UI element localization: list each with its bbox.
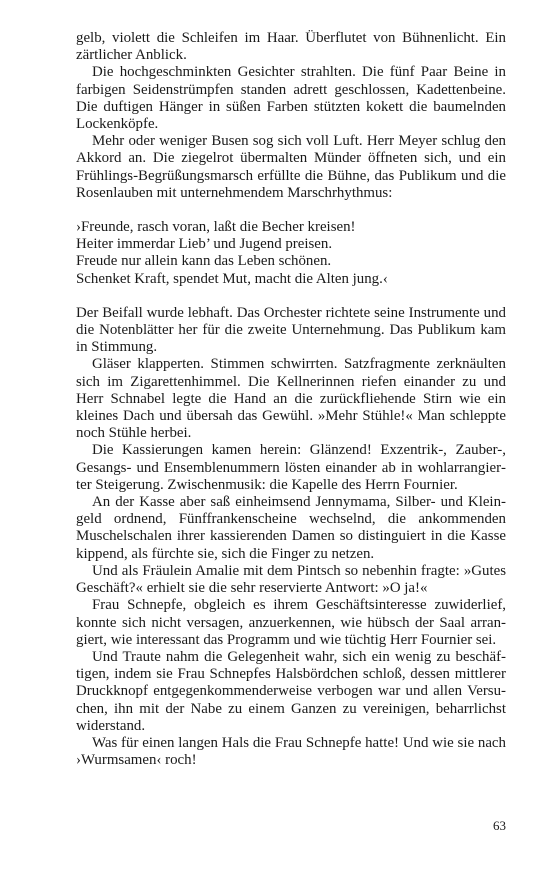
paragraph: Was für einen langen Hals die Frau Schnepfe hatte! Und wie sie nach ›Wurmsamen‹ roch! bbox=[76, 734, 506, 769]
song-verse bbox=[76, 219, 506, 288]
paragraph: Die Kassierungen kamen herein: Glänzend! Exzentrik-, Zauber-, Gesangs- und Ensemblenummern lösten einander ab in wohlarrangierter Steigerung. Zwischenmusik: die Kapelle des Herrn Fournier. bbox=[76, 442, 506, 493]
verse-line: ›Freunde, rasch voran, laßt die Becher kreisen! bbox=[76, 219, 356, 236]
body-text bbox=[76, 30, 506, 769]
paragraph: Und Traute nahm die Gelegenheit wahr, sich ein wenig zu beschäftigen, indem sie Frau Schnepfes Halsbördchen schloß, dessen mittlerer Druckknopf entgegenkommenderweise verbogen war und allen Versuchen, ihn mit der Nabe zu einem Ganzen zu vereinigen, beharrlichst widerstand. bbox=[76, 648, 506, 734]
verse-line: Freude nur allein kann das Leben schönen. bbox=[76, 253, 332, 270]
paragraph: Und als Fräulein Amalie mit dem Pintsch so nebenhin fragte: »Gutes Geschäft?« erhielt sie die sehr reservierte Antwort: »O ja!« bbox=[76, 562, 506, 597]
paragraph: Gläser klapperten. Stimmen schwirrten. Satzfragmente zerknäulten sich im Zigarettenhimmel. Die Kellnerinnen riefen einander zu und Herr Schnabel legte die Hand an die zurückfliehende Stirn wie ein kleines Dach und übersah das Gewühl. »Mehr Stühle!« Man schleppte noch Stühle herbei. bbox=[76, 356, 506, 442]
paragraph: Mehr oder weniger Busen sog sich voll Luft. Herr Meyer schlug den Akkord an. Die ziegelrot übermalten Münder öffneten sich, und ein Frühlings-Begrüßungsmarsch erfüllte die Bühne, das Publikum und die Rosenlauben mit unternehmendem Marschrhythmus: bbox=[76, 133, 506, 201]
paragraph: An der Kasse aber saß einheimsend Jennymama, Silber- und Kleingeld ordnend, Fünffrankenscheine wechselnd, die ankommenden Muschelschalen ihrer kassierenden Damen so distinguiert in die Kasse kippend, als fürchte sie, sich die Finger zu netzen. bbox=[76, 494, 506, 562]
verse-line: Heiter immerdar Lieb’ und Jugend preisen. bbox=[76, 236, 333, 253]
paragraph: Frau Schnepfe, obgleich es ihrem Geschäftsinteresse zuwiderlief, konnte sich nicht versagen, anzuerkennen, wie hübsch der Saal arrangiert, wie interessant das Programm und wie tüchtig Herr Fournier sei. bbox=[76, 597, 506, 648]
page-number: 63 bbox=[493, 818, 506, 833]
paragraph: Der Beifall wurde lebhaft. Das Orchester richtete seine Instrumente und die Notenblätter her für die zweite Unternehmung. Das Publikum kam in Stimmung. bbox=[76, 304, 506, 356]
paragraph: Die hochgeschminkten Gesichter strahlten. Die fünf Paar Beine in farbigen Seidenstrümpfen standen adrett geschlossen, Kadettenbeine. Die duftigen Hänger in süßen Farben stützten kokett die baumelnden Lockenköpfe. bbox=[76, 64, 506, 133]
verse-line: Schenket Kraft, spendet Mut, macht die Alten jung.‹ bbox=[76, 270, 388, 287]
paragraph: gelb, violett die Schleifen im Haar. Überflutet von Bühnenlicht. Ein zärtlicher Anblick. bbox=[76, 30, 506, 64]
